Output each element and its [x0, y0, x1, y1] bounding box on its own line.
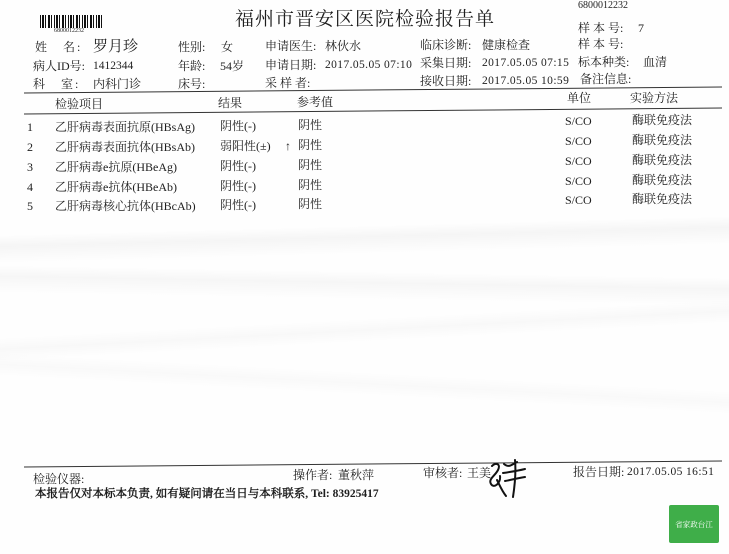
bed-number-label: 床号:	[178, 77, 206, 91]
row-number: 1	[27, 120, 33, 134]
operator-name: 董秋萍	[338, 468, 375, 482]
request-date: 2017.05.05 07:10	[325, 59, 413, 71]
disclaimer-text: 本报告仅对本标本负责, 如有疑问请在当日与本科联系, Tel: 83925417	[35, 488, 379, 500]
row-number: 2	[27, 140, 33, 154]
unit: S/CO	[565, 154, 592, 168]
collect-date-label: 采集日期:	[420, 56, 472, 70]
test-result: 弱阳性(±)	[220, 139, 271, 153]
header-bottom-rule	[24, 108, 722, 114]
diagnosis-label: 临床诊断:	[420, 38, 472, 52]
patient-name: 罗月珍	[93, 39, 139, 55]
name-label: 姓 名:	[35, 40, 83, 54]
sample-number-value: 7	[638, 21, 644, 35]
top-barcode-number: 6800012232	[578, 0, 628, 11]
report-date-label: 报告日期:	[573, 465, 625, 479]
abnormal-flag-arrow-up-icon: ↑	[285, 139, 291, 153]
requesting-doctor: 林伙水	[325, 39, 362, 53]
reference-value: 阴性	[298, 118, 323, 132]
instrument-label: 检验仪器:	[33, 472, 85, 486]
row-number: 4	[27, 180, 33, 194]
receive-date-label: 接收日期:	[420, 74, 472, 88]
reference-value: 阴性	[298, 158, 323, 172]
test-item-name: 乙肝病毒表面抗体(HBsAb)	[55, 140, 195, 154]
test-result: 阴性(-)	[220, 179, 256, 193]
unit: S/CO	[565, 134, 592, 148]
column-header-reference: 参考值	[297, 95, 334, 109]
table-row	[0, 113, 729, 135]
patient-id-label: 病人ID号:	[33, 59, 85, 73]
remarks-label: 备注信息:	[580, 72, 632, 86]
column-header-item: 检验项目	[55, 97, 104, 111]
test-item-name: 乙肝病毒表面抗原(HBsAg)	[55, 120, 195, 134]
specimen-type-label: 标本种类:	[578, 55, 630, 69]
test-method: 酶联免疫法	[632, 113, 693, 127]
test-item-name: 乙肝病毒e抗体(HBeAb)	[55, 180, 177, 194]
barcode-number: 6800012232	[54, 28, 84, 34]
specimen-type: 血清	[643, 55, 668, 69]
test-method: 酶联免疫法	[632, 192, 693, 206]
sampler-label: 采 样 者:	[265, 76, 311, 90]
test-item-name: 乙肝病毒e抗原(HBeAg)	[55, 160, 177, 174]
row-number: 3	[27, 160, 33, 174]
test-result: 阴性(-)	[220, 159, 256, 173]
table-row	[0, 153, 729, 175]
reviewer-label: 审核者:	[423, 466, 463, 480]
column-header-method: 实验方法	[630, 91, 679, 105]
sample-number-label: 样 本 号:	[578, 21, 624, 35]
barcode-image	[40, 15, 104, 28]
test-method: 酶联免疫法	[632, 173, 693, 187]
clinical-diagnosis: 健康检查	[482, 38, 531, 52]
reference-value: 阴性	[298, 138, 323, 152]
table-row	[0, 173, 729, 195]
test-result: 阴性(-)	[220, 198, 256, 212]
unit: S/CO	[565, 114, 592, 128]
collect-date: 2017.05.05 07:15	[482, 57, 570, 69]
table-row	[0, 133, 729, 155]
test-item-name: 乙肝病毒核心抗体(HBcAb)	[55, 199, 196, 213]
patient-age: 54岁	[220, 59, 245, 73]
reference-value: 阴性	[298, 178, 323, 192]
row-number: 5	[27, 199, 33, 213]
reviewer-name: 王美	[467, 466, 492, 480]
reference-value: 阴性	[298, 197, 323, 211]
sex-label: 性别:	[178, 40, 206, 54]
patient-sex: 女	[221, 40, 234, 54]
report-date: 2017.05.05 16:51	[627, 466, 715, 478]
column-header-unit: 单位	[567, 91, 592, 105]
unit: S/CO	[565, 193, 592, 207]
doctor-label: 申请医生:	[265, 39, 317, 53]
watermark-badge	[669, 505, 719, 543]
sample-number-label-2: 样 本 号:	[578, 37, 624, 51]
department-label: 科 室:	[33, 77, 81, 91]
unit: S/CO	[565, 174, 592, 188]
test-method: 酶联免疫法	[632, 153, 693, 167]
test-method: 酶联免疫法	[632, 133, 693, 147]
table-row	[0, 192, 729, 214]
watermark-badge-text: 省家政台江	[675, 519, 713, 529]
column-header-result: 结果	[218, 96, 243, 110]
operator-label: 操作者:	[293, 468, 333, 482]
age-label: 年龄:	[178, 59, 206, 73]
report-title: 福州市晋安区医院检验报告单	[235, 9, 496, 30]
patient-id: 1412344	[93, 60, 134, 72]
receive-date: 2017.05.05 10:59	[482, 75, 570, 87]
department: 内科门诊	[93, 77, 142, 91]
request-date-label: 申请日期:	[265, 58, 317, 72]
test-result: 阴性(-)	[220, 119, 256, 133]
handwritten-signature-image	[484, 456, 528, 498]
